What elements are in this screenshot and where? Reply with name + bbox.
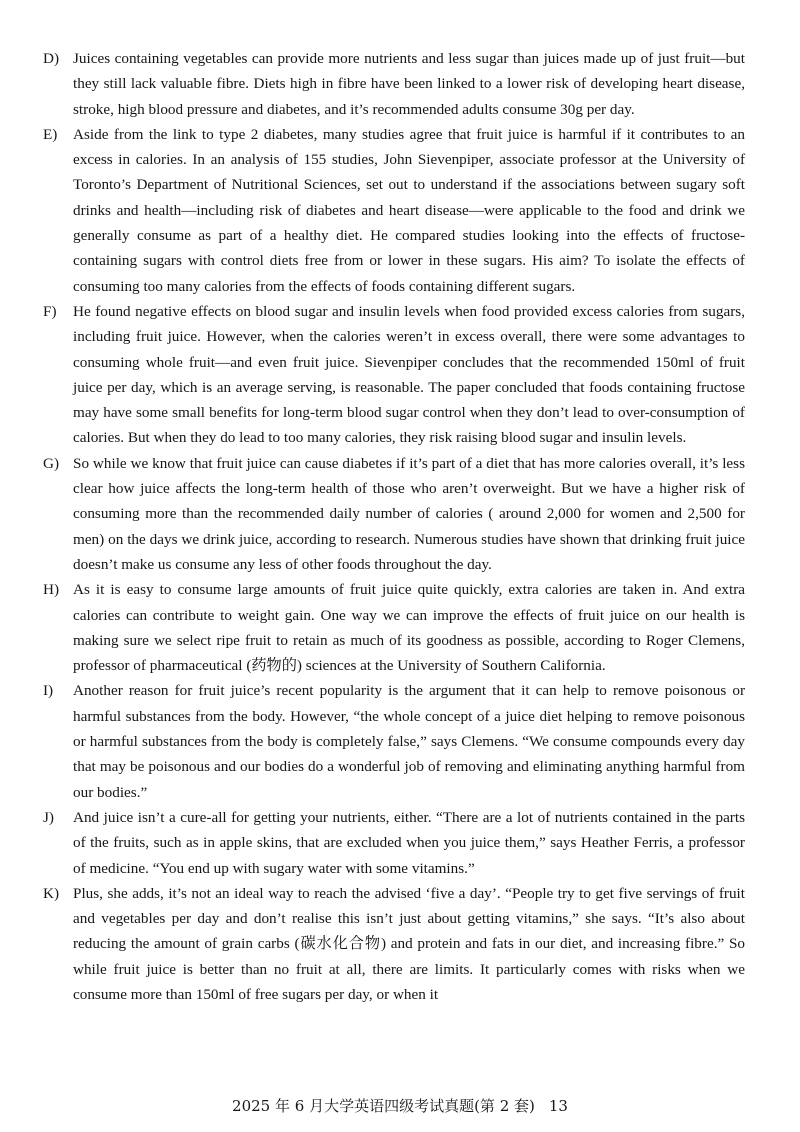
paragraph-f	[43, 299, 745, 451]
footer-title: 2025 年 6 月大学英语四级考试真题(第 2 套)	[232, 1097, 535, 1115]
paragraph-label: I)	[43, 682, 54, 700]
paragraph-label: J)	[43, 808, 54, 826]
paragraph-text: Aside from the link to type 2 diabetes, many studies agree that fruit juice is harmful if it contributes to an excess in calories. In an analysis of 155 studies, John Sievenpiper, associate professor at the University of Toronto’s Department of Nutritional Sciences, set out to understand if the associations between sugary soft drinks and health—including risk of diabetes and heart disease—were applicable to the food and drink we generally consume as part of a healthy diet. He compared studies looking into the effects of fructose-containing sugars with control diets free from or lower in these sugars. His aim? To isolate the effects of consuming too many calories from the effects of foods containing different sugars.	[73, 125, 745, 295]
paragraph-e	[43, 122, 745, 299]
paragraph-text: Another reason for fruit juice’s recent popularity is the argument that it can help to remove poisonous or harmful substances from the body. However, “the whole concept of a juice diet helping to remove poisonous or harmful substances from the body is completely false,” says Clemens. “We consume compounds every day that may be poisonous and our bodies do a wonderful job of removing and eliminating anything harmful from our bodies.”	[73, 682, 745, 801]
paragraph-i	[43, 678, 745, 804]
paragraph-h	[43, 577, 745, 678]
paragraph-label: D)	[43, 50, 60, 67]
paragraph-text: Juices containing vegetables can provide more nutrients and less sugar than juices made up of just fruit—but they still lack valuable fibre. Diets high in fibre have been linked to a lower risk of developing heart disease, stroke, high blood pressure and diabetes, and it’s recommended adults consume 30g per day.	[73, 50, 745, 118]
paragraph-k	[43, 881, 745, 1007]
page-number: 13	[548, 1097, 568, 1115]
paragraph-label: E)	[43, 125, 58, 143]
paragraph-d	[43, 46, 745, 122]
paragraph-text: He found negative effects on blood sugar and insulin levels when food provided excess calories from sugars, including fruit juice. However, when the calories weren’t in excess overall, there were some advantages to consuming whole fruit—and even fruit juice. Sievenpiper concludes that the recommended 150ml of fruit juice per day, which is an average serving, is reasonable. The paper concluded that foods containing fructose may have some small benefits for long-term blood sugar control when they don’t lead to over-consumption of calories. But when they do lead to too many calories, they risk raising blood sugar and insulin levels.	[73, 302, 745, 447]
paragraph-g	[43, 451, 745, 577]
paragraph-label: K)	[43, 884, 60, 902]
paragraph-label: G)	[43, 454, 60, 472]
paragraph-label: H)	[43, 581, 60, 599]
page-footer	[0, 1096, 800, 1116]
paragraph-label: F)	[43, 302, 57, 320]
paragraph-text: As it is easy to consume large amounts of fruit juice quite quickly, extra calories are taken in. And extra calories can contribute to weight gain. One way we can improve the effects of fruit juice on our health is making sure we select ripe fruit to retain as much of its goodness as possible, according to Roger Clemens, professor of pharmaceutical (药物的) sciences at the University of Southern California.	[73, 581, 745, 675]
paragraph-text: So while we know that fruit juice can cause diabetes if it’s part of a diet that has more calories overall, it’s less clear how juice affects the long-term health of those who aren’t overweight. But we have a higher risk of consuming more than the recommended daily number of calories ( around 2,000 for women and 2,500 for men) on the days we drink juice, according to research. Numerous studies have shown that drinking fruit juice doesn’t make us consume any less of other foods throughout the day.	[73, 454, 745, 573]
passage-paragraphs	[43, 46, 745, 1007]
paragraph-j	[43, 805, 745, 881]
paragraph-text: Plus, she adds, it’s not an ideal way to reach the advised ‘five a day’. “People try to get five servings of fruit and vegetables per day and don’t realise this isn’t just about getting vitamins,” she says. “It’s also about reducing the amount of grain carbs (碳水化合物) and protein and fats in our diet, and increasing fibre.” So while fruit juice is better than no fruit at all, there are limits. It particularly comes with risks when we consume more than 150ml of free sugars per day, or when it	[73, 884, 745, 1003]
paragraph-text: And juice isn’t a cure-all for getting your nutrients, either. “There are a lot of nutrients contained in the parts of the fruits, such as in apple skins, that are excluded when you juice them,” says Heather Ferris, a professor of medicine. “You end up with sugary water with some vitamins.”	[73, 808, 745, 877]
